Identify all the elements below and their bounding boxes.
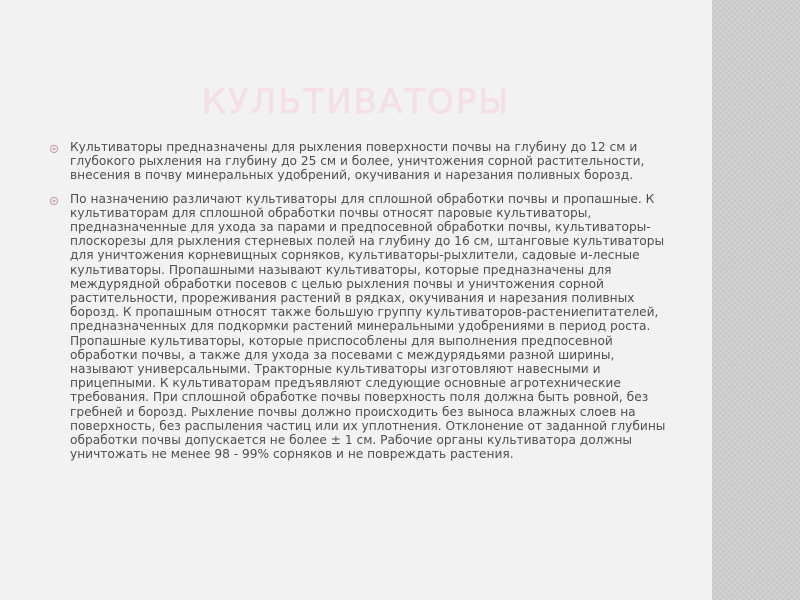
bullet-item [48,140,668,183]
decorative-side-strip [712,0,800,600]
circle-bullet-icon [48,144,60,154]
slide-content [48,140,668,470]
slide-title: КУЛЬТИВАТОРЫ [201,82,511,122]
bullet-item [48,192,668,462]
bullet-text: Культиваторы предназначены для рыхления поверхности почвы на глубину до 12 см и глубокого рыхления на глубину до 25 см и более, уничтожения сорной растительности, внесения в почву минеральных удобрений, окучивания и нарезания поливных борозд. [70,140,645,183]
bullet-text: По назначению различают культиваторы для сплошной обработки почвы и пропашные. К культиваторам для сплошной обработки почвы относят паровые культиваторы, предназначенные для ухода за парами и предпосевной обработки почвы, культиваторы-плоскорезы для рыхления стерневых полей на глубину до 16 см, штанговые культиваторы для уничтожения корневищных сорняков, культиваторы-рыхлители, садовые и-лесные культиваторы. Пропашными называют культиваторы, которые предназначены для междурядной обработки посевов с целью рыхления почвы и уничтожения сорной растительности, прореживания растений в рядках, окучивания и нарезания поливных борозд. К пропашным относят также большую группу культиваторов-растениепитателей, предназначенных для подкормки растений минеральными удобрениями в период роста. Пропашные культиваторы, которые приспособлены для выполнения предпосевной обработки почвы, а также для ухода за посевами с междурядьями разной ширины, называют универсальными. Тракторные культиваторы изготовляют навесными и прицепными. К культиваторам предъявляют следующие основные агротехнические требования. При сплошной обработке почвы поверхность поля должна быть ровной, без гребней и борозд. Рыхление почвы должно происходить без выноса влажных слоев на поверхность, без распыления частиц или их уплотнения. Отклонение от заданной глубины обработки почвы допускается не более ± 1 см. Рабочие органы культиватора должны уничтожать не менее 98 - 99% сорняков и не повреждать растения. [70,191,666,462]
circle-bullet-icon [48,196,60,206]
